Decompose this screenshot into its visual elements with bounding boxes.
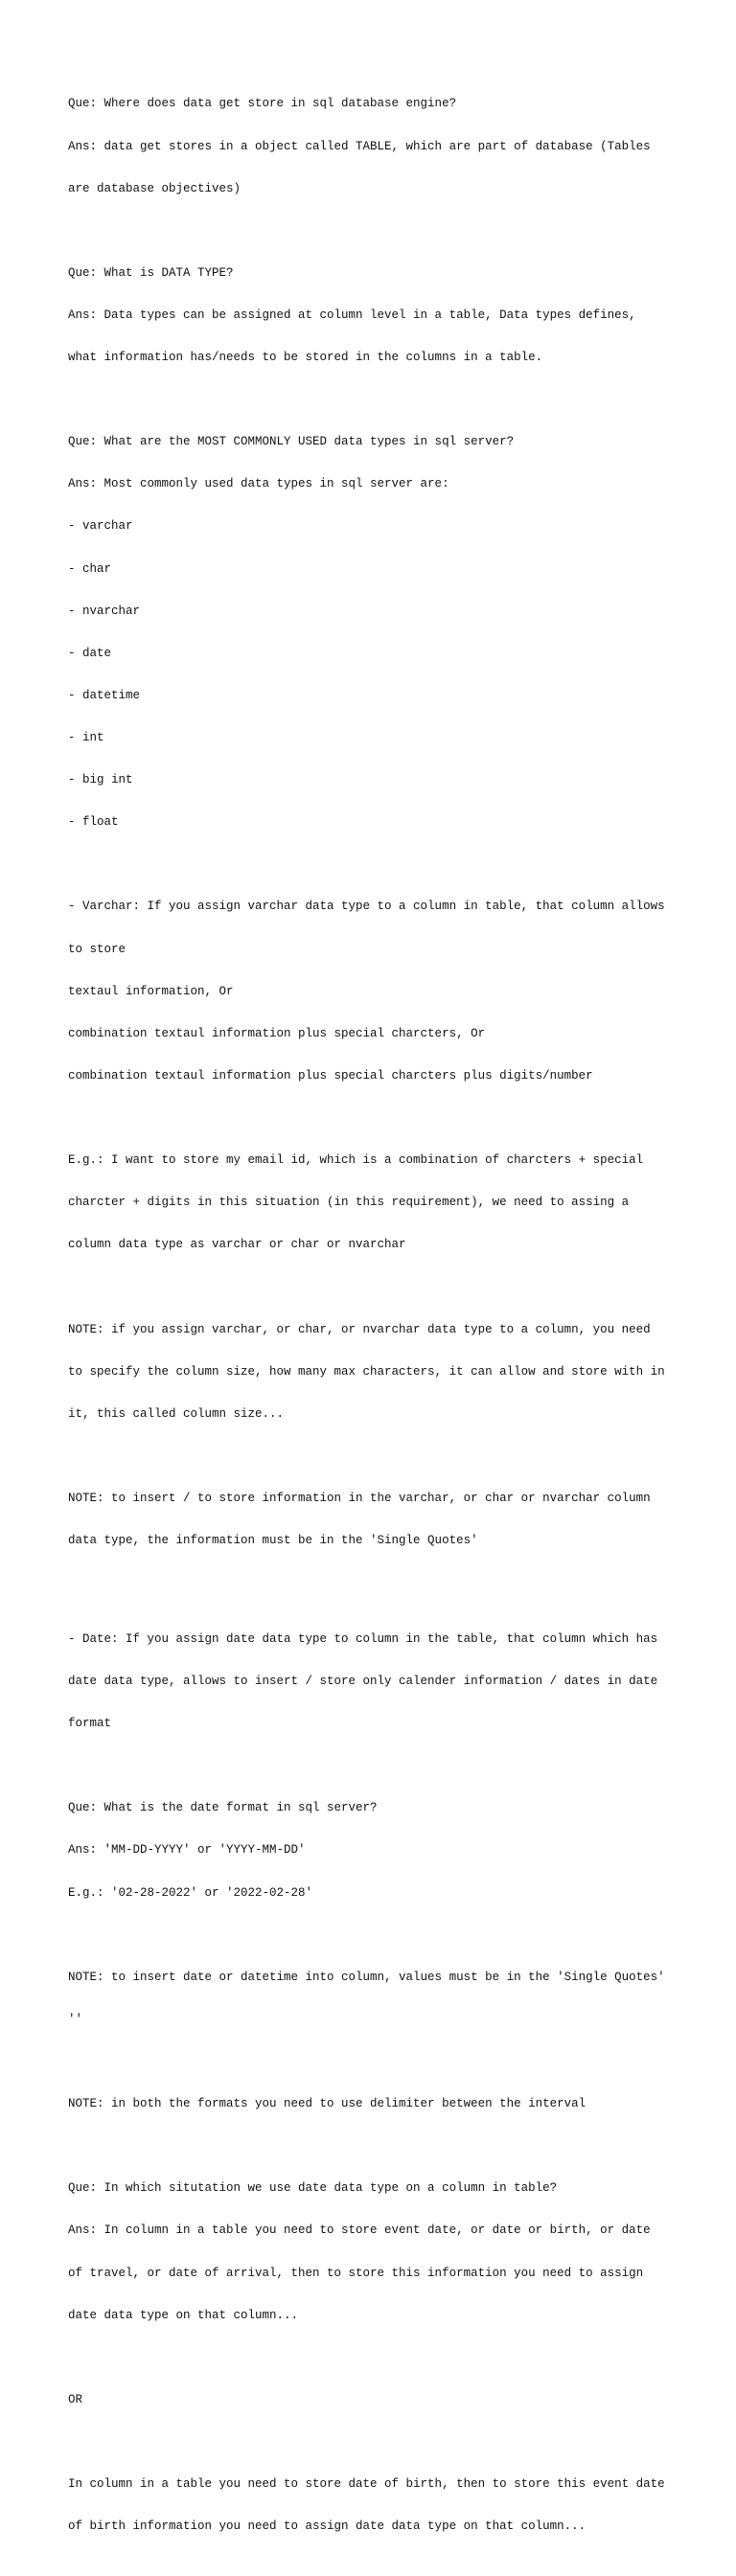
- list-item: - char: [68, 561, 112, 576]
- paragraph-2: [68, 238, 681, 393]
- text-line: column data type as varchar or char or nvarchar: [68, 1238, 406, 1252]
- paragraph-4: [68, 872, 681, 1111]
- text-line: E.g.: '02-28-2022' or '2022-02-28': [68, 1885, 313, 1900]
- list-item: - varchar: [68, 519, 133, 534]
- text-line: of travel, or date of arrival, then to store this information you need to assign: [68, 2266, 644, 2280]
- text-line: combination textaul information plus special charcters plus digits/number: [68, 1068, 593, 1083]
- paragraph-14: [68, 2450, 681, 2563]
- text-line: Que: In which situtation we use date data type on a column in table?: [68, 2181, 558, 2196]
- paragraph-1: [68, 69, 681, 224]
- text-line: Ans: In column in a table you need to store event date, or date or birth, or date: [68, 2223, 651, 2238]
- text-line: Ans: Most commonly used data types in sql server are:: [68, 477, 449, 491]
- text-line: NOTE: in both the formats you need to use delimiter between the interval: [68, 2097, 586, 2111]
- text-line: '': [68, 2012, 83, 2026]
- text-line: NOTE: if you assign varchar, or char, or nvarchar data type to a column, you need: [68, 1322, 651, 1336]
- list-item: - int: [68, 731, 104, 745]
- paragraph-12: [68, 2154, 681, 2351]
- text-line: E.g.: I want to store my email id, which is a combination of charcters + special: [68, 1153, 644, 1168]
- text-line: - Varchar: If you assign varchar data type to a column in table, that column allows: [68, 900, 665, 914]
- text-line: textaul information, Or: [68, 984, 234, 998]
- text-line: Que: What are the MOST COMMONLY USED data types in sql server?: [68, 435, 515, 449]
- paragraph-7: [68, 1464, 681, 1577]
- text-line: data type, the information must be in the 'Single Quotes': [68, 1534, 478, 1548]
- paragraph-8: [68, 1605, 681, 1760]
- text-line: to store: [68, 942, 126, 956]
- text-line: date data type, allows to insert / store only calender information / dates in date: [68, 1675, 658, 1689]
- document-page: [68, 69, 681, 2576]
- paragraph-11: [68, 2069, 681, 2140]
- text-line: date data type on that column...: [68, 2308, 299, 2322]
- list-item: - big int: [68, 773, 133, 787]
- list-item: - float: [68, 815, 119, 830]
- text-line: charcter + digits in this situation (in this requirement), we need to assing a: [68, 1196, 630, 1210]
- text-line: OR: [68, 2392, 83, 2406]
- text-line: In column in a table you need to store date of birth, then to store this event date: [68, 2477, 665, 2492]
- text-line: NOTE: to insert date or datetime into column, values must be in the 'Single Quotes': [68, 1970, 665, 1984]
- text-line: Ans: data get stores in a object called TABLE, which are part of database (Tables: [68, 139, 651, 153]
- paragraph-9: [68, 1773, 681, 1928]
- text-line: NOTE: to insert / to store information in the varchar, or char or nvarchar column: [68, 1491, 651, 1505]
- text-line: are database objectives): [68, 181, 242, 195]
- text-line: Que: Where does data get store in sql database engine?: [68, 97, 457, 111]
- paragraph-3: [68, 407, 681, 858]
- list-item: - nvarchar: [68, 604, 141, 618]
- text-line: Que: What is the date format in sql server?: [68, 1801, 378, 1815]
- text-line: Ans: Data types can be assigned at column level in a table, Data types defines,: [68, 308, 636, 322]
- text-line: of birth information you need to assign date data type on that column...: [68, 2519, 586, 2534]
- list-item: - date: [68, 646, 112, 660]
- list-item: - datetime: [68, 688, 141, 702]
- paragraph-6: [68, 1294, 681, 1449]
- text-line: - Date: If you assign date data type to column in the table, that column which has: [68, 1631, 658, 1646]
- text-line: to specify the column size, how many max characters, it can allow and store with in: [68, 1364, 665, 1379]
- text-line: what information has/needs to be stored in the columns in a table.: [68, 351, 543, 365]
- text-line: it, this called column size...: [68, 1406, 285, 1421]
- text-line: format: [68, 1717, 112, 1731]
- text-line: Ans: 'MM-DD-YYYY' or 'YYYY-MM-DD': [68, 1843, 306, 1858]
- paragraph-13: [68, 2364, 681, 2435]
- paragraph-5: [68, 1126, 681, 1281]
- paragraph-10: [68, 1942, 681, 2055]
- text-line: combination textaul information plus special charcters, Or: [68, 1026, 486, 1040]
- text-line: Que: What is DATA TYPE?: [68, 265, 234, 280]
